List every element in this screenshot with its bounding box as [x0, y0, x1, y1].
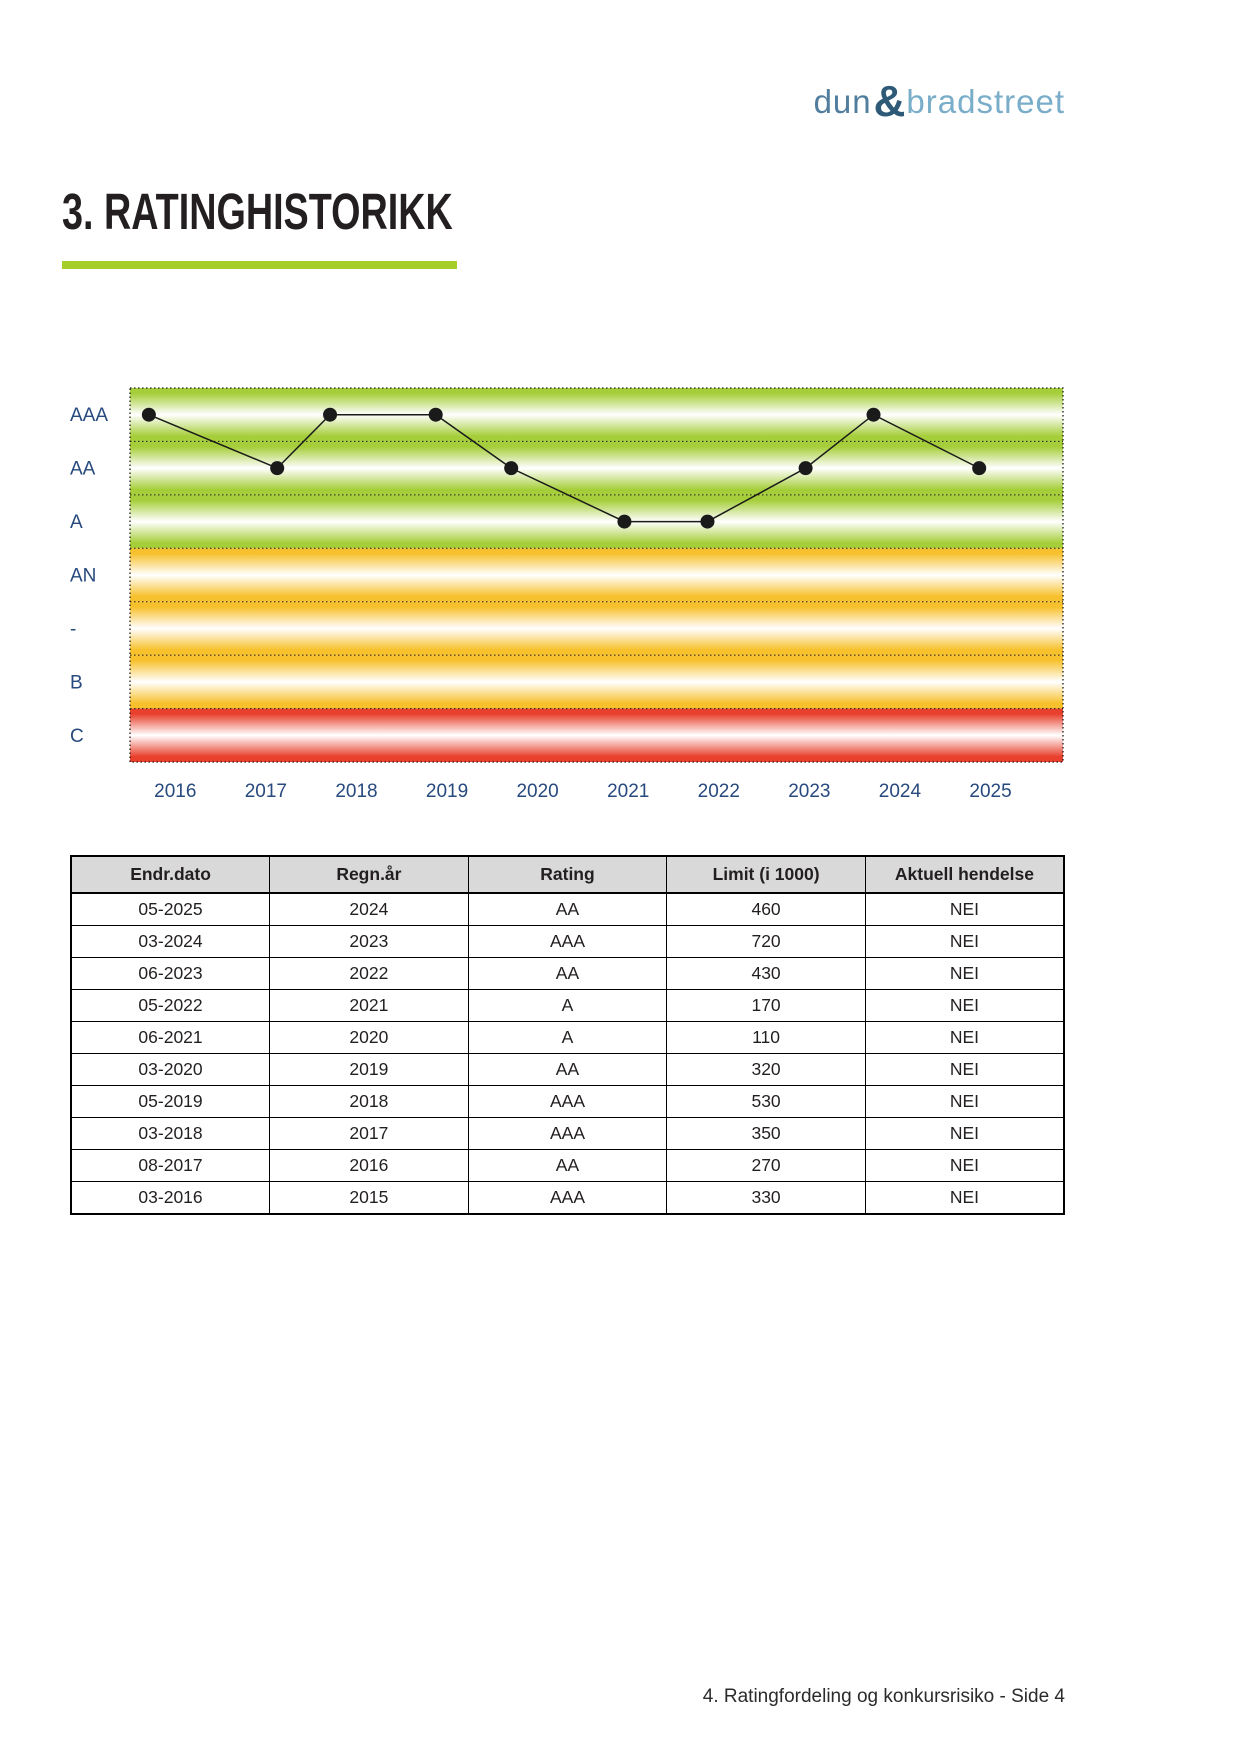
table-cell: NEI — [865, 926, 1064, 958]
x-axis-tick-label: 2017 — [244, 781, 288, 802]
table-cell: 2019 — [270, 1054, 469, 1086]
table-cell: 430 — [667, 958, 866, 990]
rating-history-chart — [0, 340, 1241, 820]
table-cell: 2022 — [270, 958, 469, 990]
table-row — [71, 1086, 1064, 1118]
table-row — [71, 990, 1064, 1022]
table-row — [71, 1118, 1064, 1150]
page-footer: 4. Ratingfordeling og konkursrisiko - Side 4 — [702, 1686, 1065, 1707]
table-cell: NEI — [865, 1086, 1064, 1118]
table-cell: AAA — [468, 1086, 667, 1118]
logo-word-dun: dun — [813, 83, 872, 120]
table-cell: NEI — [865, 990, 1064, 1022]
table-cell: NEI — [865, 958, 1064, 990]
table-cell: AA — [468, 1054, 667, 1086]
table-cell: A — [468, 990, 667, 1022]
x-axis-tick-label: 2018 — [335, 781, 378, 802]
table-cell: 2016 — [270, 1150, 469, 1182]
data-point — [867, 408, 881, 422]
x-axis-tick-label: 2016 — [154, 781, 197, 802]
table-cell: 270 — [667, 1150, 866, 1182]
table-cell: 330 — [667, 1182, 866, 1215]
chart-band-C — [130, 709, 1063, 762]
rating-table-body — [71, 893, 1064, 1214]
data-point — [142, 408, 156, 422]
table-cell: 03-2018 — [71, 1118, 270, 1150]
x-axis-tick-label: 2021 — [607, 781, 650, 802]
table-row — [71, 1054, 1064, 1086]
table-cell: 720 — [667, 926, 866, 958]
logo-ampersand-icon: & — [873, 77, 906, 126]
y-axis-label: A — [70, 512, 83, 534]
table-cell: 350 — [667, 1118, 866, 1150]
chart-band-AAA — [130, 388, 1063, 441]
column-header-endr-dato: Endr.dato — [71, 856, 270, 893]
table-cell: 03-2020 — [71, 1054, 270, 1086]
table-cell: NEI — [865, 893, 1064, 926]
table-header-row — [71, 856, 1064, 893]
data-point — [799, 461, 813, 475]
rating-history-table — [70, 855, 1065, 1215]
table-cell: AA — [468, 893, 667, 926]
column-header-aktuell-hendelse: Aktuell hendelse — [865, 856, 1064, 893]
table-row — [71, 958, 1064, 990]
data-point — [504, 461, 518, 475]
table-cell: AAA — [468, 1182, 667, 1215]
chart-band-- — [130, 602, 1063, 655]
table-cell: 2018 — [270, 1086, 469, 1118]
table-row — [71, 1150, 1064, 1182]
table-cell: 2017 — [270, 1118, 469, 1150]
table-cell: 05-2019 — [71, 1086, 270, 1118]
column-header-rating: Rating — [468, 856, 667, 893]
x-axis-tick-label: 2023 — [788, 781, 831, 802]
table-row — [71, 1182, 1064, 1215]
table-cell: 2024 — [270, 893, 469, 926]
chart-band-B — [130, 655, 1063, 708]
table-cell: A — [468, 1022, 667, 1054]
table-cell: 460 — [667, 893, 866, 926]
table-cell: 03-2016 — [71, 1182, 270, 1215]
y-axis-label: C — [70, 725, 84, 747]
table-cell: NEI — [865, 1022, 1064, 1054]
x-axis-tick-label: 2020 — [516, 781, 559, 802]
table-cell: AAA — [468, 926, 667, 958]
y-axis-label: AA — [70, 458, 96, 480]
table-cell: NEI — [865, 1150, 1064, 1182]
table-cell: NEI — [865, 1182, 1064, 1215]
table-row — [71, 926, 1064, 958]
chart-band-AA — [130, 441, 1063, 494]
dun-bradstreet-logo — [814, 74, 1065, 124]
table-cell: AAA — [468, 1118, 667, 1150]
title-underline — [62, 261, 457, 269]
table-row — [71, 1022, 1064, 1054]
table-cell: AA — [468, 958, 667, 990]
data-point — [270, 461, 284, 475]
table-cell: 06-2023 — [71, 958, 270, 990]
data-point — [700, 515, 714, 529]
y-axis-label: - — [70, 618, 77, 640]
x-axis-tick-label: 2022 — [697, 781, 740, 802]
data-point — [323, 408, 337, 422]
page-title: 3. RATINGHISTORIKK — [62, 183, 453, 240]
table-cell: 05-2025 — [71, 893, 270, 926]
table-cell: 05-2022 — [71, 990, 270, 1022]
table-cell: 03-2024 — [71, 926, 270, 958]
table-cell: 2015 — [270, 1182, 469, 1215]
table-cell: 110 — [667, 1022, 866, 1054]
y-axis-label: AN — [70, 565, 97, 587]
table-cell: 06-2021 — [71, 1022, 270, 1054]
table-cell: 2023 — [270, 926, 469, 958]
table-cell: 320 — [667, 1054, 866, 1086]
x-axis-tick-label: 2019 — [425, 781, 469, 802]
column-header-limit: Limit (i 1000) — [667, 856, 866, 893]
table-cell: 2021 — [270, 990, 469, 1022]
table-cell: 08-2017 — [71, 1150, 270, 1182]
table-cell: 170 — [667, 990, 866, 1022]
y-axis-label: B — [70, 672, 83, 694]
table-cell: NEI — [865, 1118, 1064, 1150]
data-point — [429, 408, 443, 422]
data-point — [617, 515, 631, 529]
column-header-regn-ar: Regn.år — [270, 856, 469, 893]
chart-band-AN — [130, 548, 1063, 601]
chart-band-A — [130, 495, 1063, 548]
x-axis-tick-label: 2024 — [878, 781, 922, 802]
data-point — [972, 461, 986, 475]
y-axis-label: AAA — [70, 405, 109, 427]
logo-word-bradstreet: bradstreet — [906, 83, 1065, 120]
table-cell: AA — [468, 1150, 667, 1182]
x-axis-tick-label: 2025 — [969, 781, 1012, 802]
table-cell: 530 — [667, 1086, 866, 1118]
table-cell: NEI — [865, 1054, 1064, 1086]
table-row — [71, 893, 1064, 926]
table-cell: 2020 — [270, 1022, 469, 1054]
